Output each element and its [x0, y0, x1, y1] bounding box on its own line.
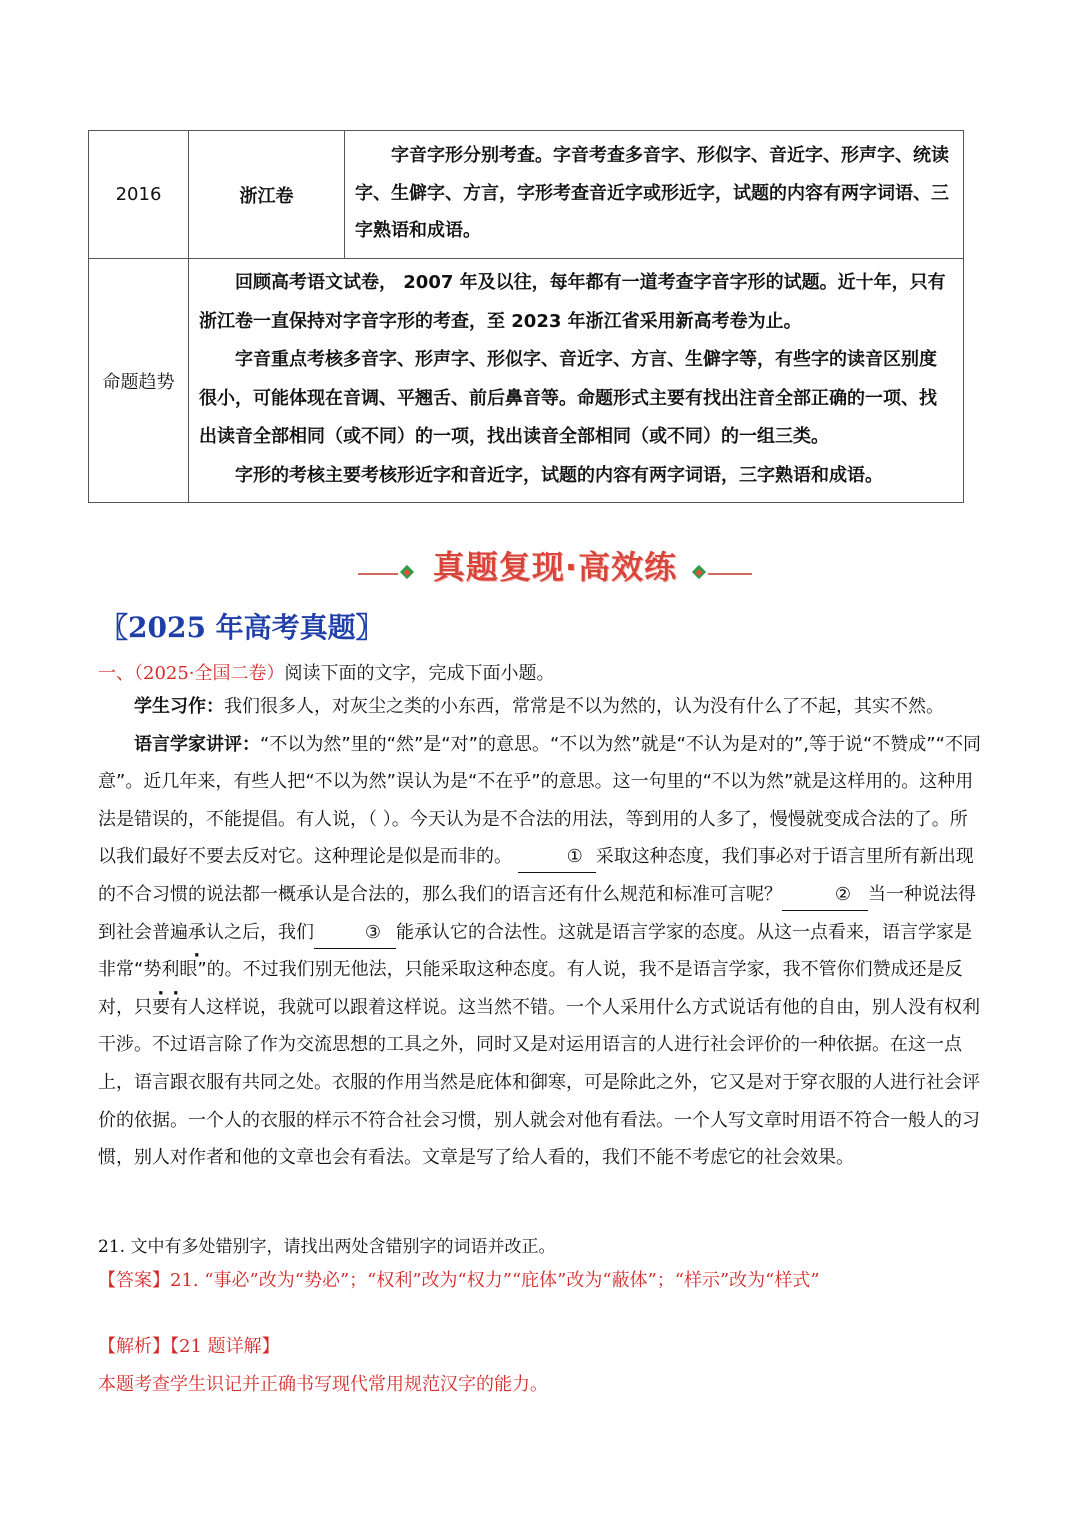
banner-diamond-icon-left	[400, 565, 414, 579]
trend-paragraph-3: 字形的考核主要考核形近字和音近字，试题的内容有两字词语，三字熟语和成语。	[235, 464, 883, 486]
answer-text: 【答案】21. “事必”改为“势必”；“权利”改为“权力”“庇体”改为“蔽体”；“样示”改为“样式”	[98, 1270, 820, 1291]
student-text: 我们很多人，对灰尘之类的小东西，常常是不以为然的，认为没有什么了不起，其实不然。	[224, 696, 944, 717]
expert-text-c: 当一种说法得到社会普遍承认之后，我们	[98, 883, 976, 943]
banner-title: 真题复现·高效练	[432, 548, 678, 586]
question-header	[98, 659, 555, 685]
trend-content-cell	[189, 259, 964, 503]
banner-diamond-icon-right	[692, 565, 706, 579]
student-paragraph	[98, 688, 984, 726]
question-instruction: 阅读下面的文字，完成下面小题。	[284, 663, 555, 684]
student-label: 学生习作：	[134, 696, 224, 717]
description-cell	[345, 131, 964, 259]
table-row-trend	[89, 259, 964, 503]
expert-text-a: “不以为然”里的“然”是“对”的意思。“不以为然”就是“不认为是对的”,等于说“不赞成”“不同意”。近几年来，有些人把“不以为然”误认为是“不在乎”的意思。这一句里的“不以为然”就是这样用的。这种用法是错误的，不能提倡。有人说，（ ）。今天认为是不合法的用法，等到用的人多了，慢慢就变成合法的了。所以我们最好不要去反对它。这种理论是似是而非的。	[98, 733, 981, 868]
analysis-body: 本题考查学生识记并正确书写现代常用规范汉字的能力。	[98, 1374, 548, 1395]
banner-line-right	[708, 573, 752, 575]
blank-1: ①	[518, 842, 596, 873]
exam-info-table	[88, 130, 964, 503]
analysis-label: 【解析】【21 题详解】	[98, 1336, 280, 1357]
expert-text-b: 采取这种态度，我们事必对于语言里所有新出现的不合习惯的说法都一概承认是合法的，那么我们的语言还有什么规范和标准可言呢？	[98, 846, 974, 905]
year-cell: 2016	[89, 131, 189, 259]
table-row-2016	[89, 131, 964, 259]
expert-paragraph	[98, 726, 984, 1177]
description-text: 字音字形分别考查。字音考查多音字、形似字、音近字、形声字、统读字、生僻字、方言，字形考查音近字或形近字，试题的内容有两字词语、三字熟语和成语。	[355, 145, 949, 242]
emphasized-word: · · · 势利眼	[143, 959, 197, 980]
trend-label-cell: 命题趋势	[89, 259, 189, 503]
blank-3: ③	[314, 918, 396, 949]
trend-paragraph-1: 回顾高考语文试卷， 2007 年及以往，每年都有一道考查字音字形的试题。近十年，只有浙江卷一直保持对字音字形的考查，至 2023 年浙江省采用新高考卷为止。	[199, 272, 946, 332]
question-source: （2025·全国二卷）	[134, 663, 285, 684]
expert-text-e: ”的。不过我们别无他法，只能采取这种态度。有人说，我不是语言学家，我不管你们赞成还是反对，只要有人这样说，我就可以跟着这样说。这当然不错。一个人采用什么方式说话有他的自由，别人没有权利干涉。不过语言除了作为交流思想的工具之外，同时又是对运用语言的人进行社会评价的一种依据。在这一点上，语言跟衣服有共同之处。衣服的作用当然是庇体和御寒，可是除此之外，它又是对于穿衣服的人进行社会评价的依据。一个人的衣服的样示不符合社会习惯，别人就会对他有看法。一个人写文章时用语不符合一般人的习惯，别人对作者和他的文章也会有看法。文章是写了给人看的，我们不能不考虑它的社会效果。	[98, 959, 980, 1169]
question-21: 21. 文中有多处错别字，请找出两处含错别字的词语并改正。	[98, 1237, 556, 1257]
reading-passage	[98, 688, 984, 1177]
blank-2: ②	[782, 880, 868, 911]
section-title: 〖2025 年高考真题〗	[100, 611, 384, 644]
trend-paragraph-2: 字音重点考核多音字、形声字、形似字、音近字、方言、生僻字等，有些字的读音区别度很小，可能体现在音调、平翘舌、前后鼻音等。命题形式主要有找出注音全部正确的一项、找出读音全部相同（或不同）的一项，找出读音全部相同（或不同）的一组三类。	[199, 349, 937, 447]
question-number: 一、	[98, 663, 134, 684]
section-banner	[358, 540, 752, 590]
expert-label: 语言学家讲评：	[134, 733, 260, 755]
expert-text-d: 能承认它的合法性。这就是语言学家的态度。从这一点看来，语言学家是非常“	[98, 921, 972, 981]
province-cell: 浙江卷	[189, 131, 345, 259]
banner-line-left	[358, 573, 398, 575]
